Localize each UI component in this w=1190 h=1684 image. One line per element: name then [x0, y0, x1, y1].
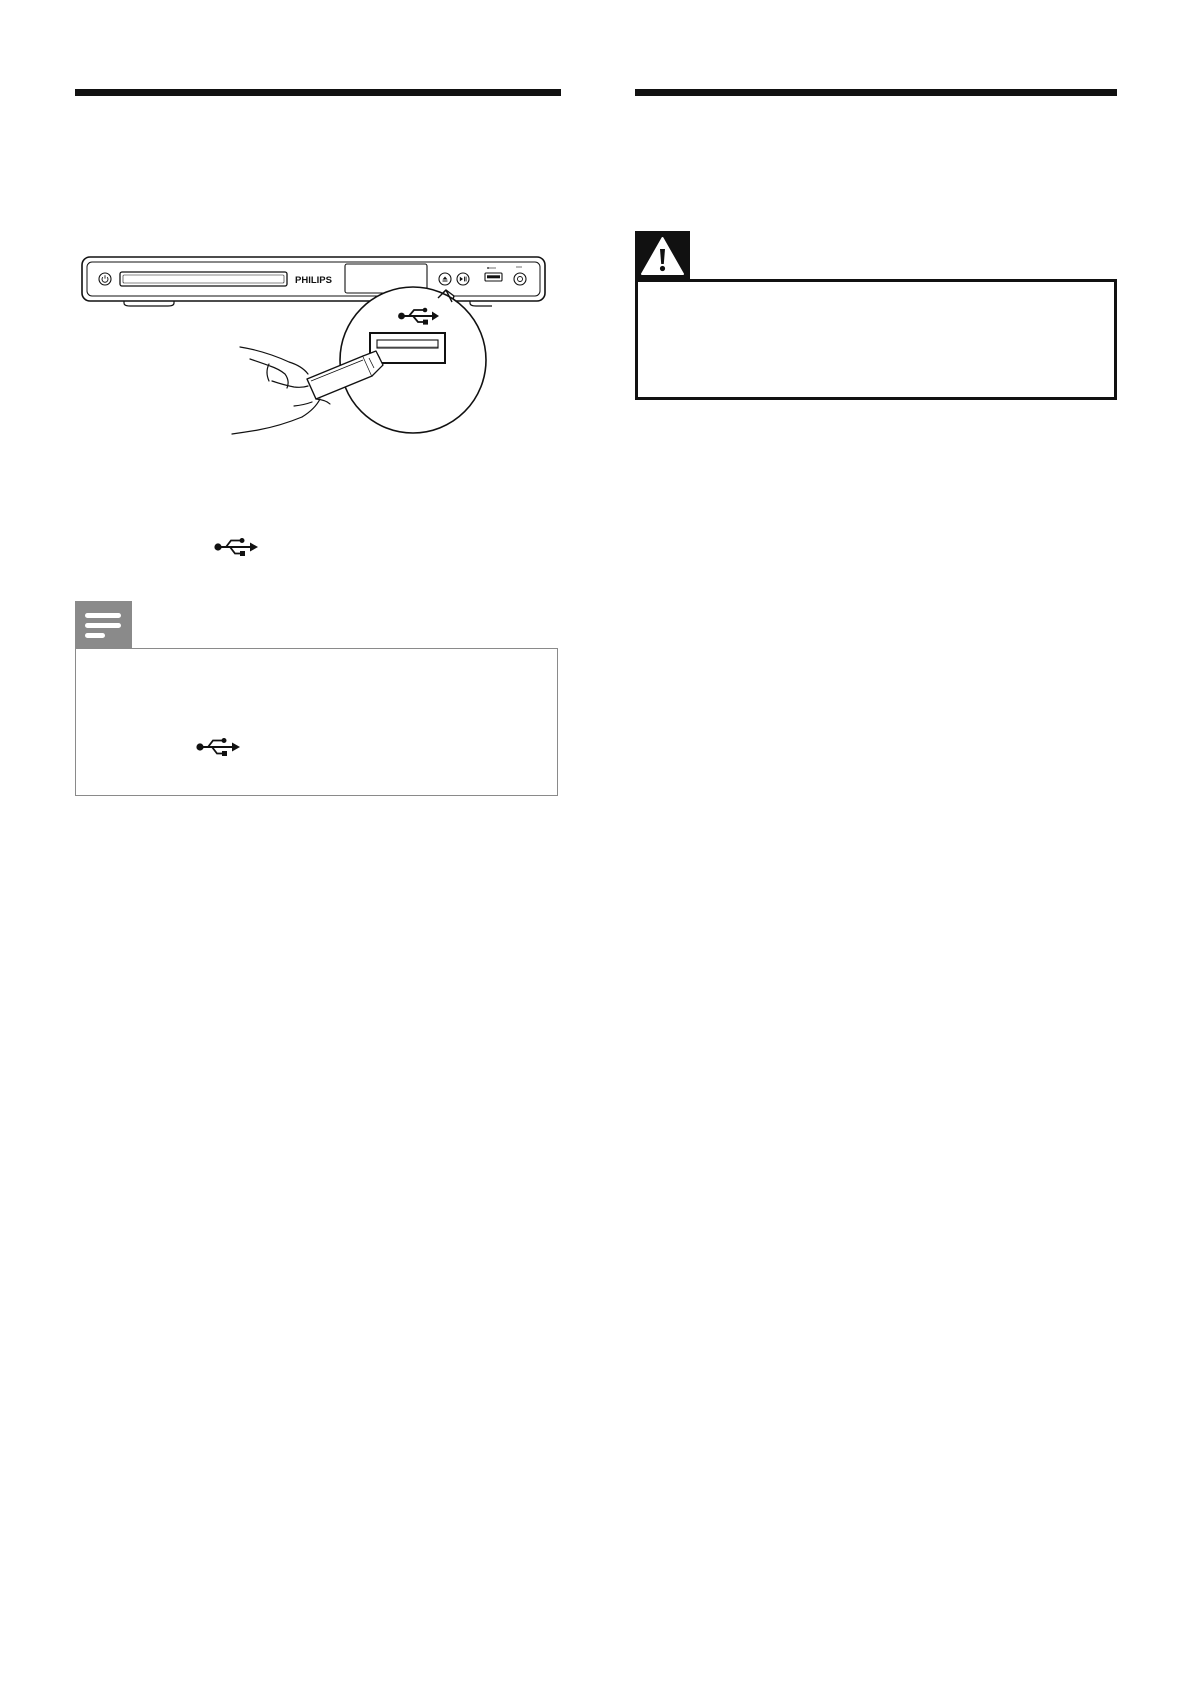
- note-box: [75, 648, 558, 796]
- usb-symbol-icon: [196, 736, 242, 758]
- warning-icon: [635, 231, 690, 280]
- usb-symbol-icon: [214, 536, 260, 558]
- section-rule-left: [75, 89, 561, 96]
- section-rule-right: [635, 89, 1117, 96]
- usb-connection-illustration: [80, 252, 550, 448]
- disc-tray-slot: [120, 272, 287, 286]
- brand-label: PHILIPS: [295, 275, 332, 286]
- warning-box: [635, 279, 1117, 400]
- note-icon: [75, 601, 132, 649]
